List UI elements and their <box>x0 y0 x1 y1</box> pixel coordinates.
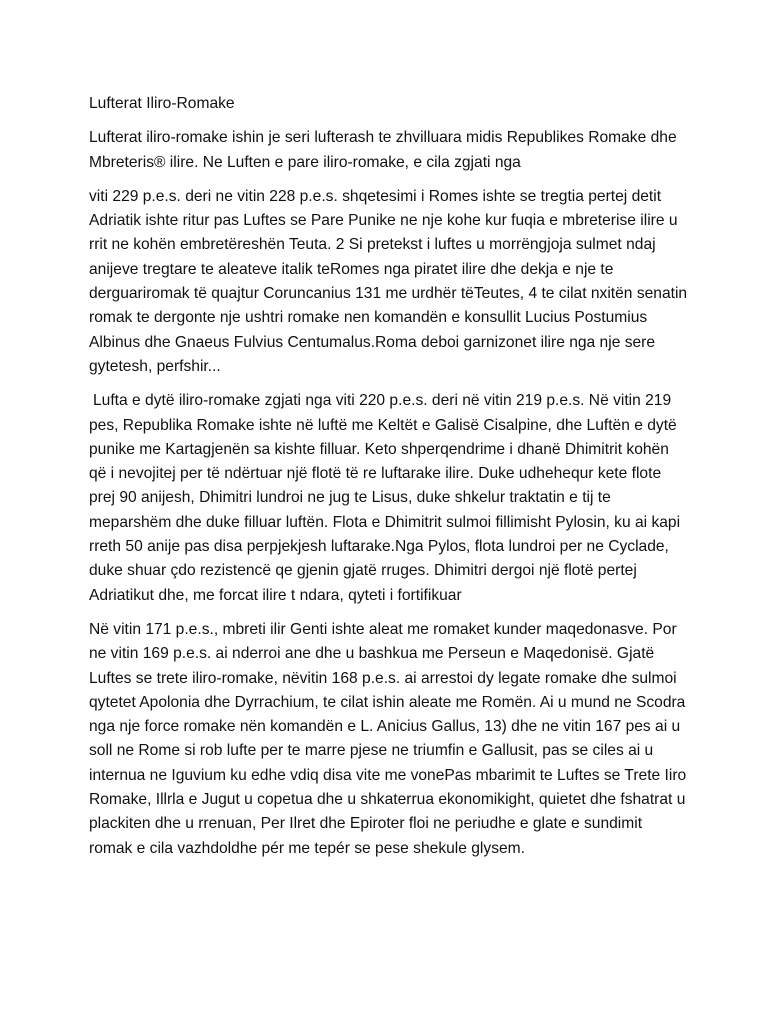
document-title: Lufterat Iliro-Romake <box>89 95 235 112</box>
paragraph-third-war: Në vitin 171 p.e.s., mbreti ilir Genti ishte aleat me romaket kunder maqedonasve. Por ne vitin 169 p.e.s. ai nderroi ane dhe u bashkua me Perseun e Maqedonisë. Gjatë Luftes se trete iliro-romake, nëvitin 168 p.e.s. ai arrestoi dy legate romake dhe sulmoi qytetet Apolonia dhe Dyrrachium, te cilat ishin aleate me Romën. Ai u mund ne Scodra nga nje force romake nën komandën e L. Anicius Gallus, 13) dhe ne vitin 167 pes ai u soll ne Rome si rob lufte per te marre pjese ne triumfin e Gallusit, pas se ciles ai u internua ne Iguvium ku edhe vdiq disa vite me vonePas mbarimit te Luftes se Trete Iiro Romake, Illrla e Jugut u copetua dhe u shkaterrua ekonomikight, quietet dhe fshatrat u plackiten dhe u rrenuan, Per Ilret dhe Epiroter floi ne periudhe e glate e sundimit romak e cila vazhdoldhe pér me tepér se pese shekule glysem. <box>89 620 687 857</box>
paragraph-second-war: Lufta e dytë iliro-romake zgjati nga viti 220 p.e.s. deri në vitin 219 p.e.s. Në vitin 219 pes, Republika Romake ishte në luftë me Keltët e Galisë Cisalpine, dhe Luftën e dytë punike me Kartagjenën sa kishte filluar. Keto shperqendrime i dhanë Dhimitrit kohën që i nevojitej per të ndërtuar një flotë të re luftarake ilire. Duke udhehequr kete flote prej 90 anijesh, Dhimitri lundroi ne jug te Lisus, duke shkelur traktatin e tij te meparshëm dhe duke filluar luftën. Flota e Dhimitrit sulmoi fillimisht Pylosin, ku ai kapi rreth 50 anije pas disa perpjekjesh luftarake.Nga Pylos, flota lundroi per ne Cyclade, duke shuar çdo rezistencë qe gjenin gjatë rruges. Dhimitri dergoi një flotë pertej Adriatikut dhe, me forcat ilire t ndara, qyteti i fortifikuar <box>89 392 681 604</box>
paragraph-intro: Lufterat iliro-romake ishin je seri lufterash te zhvilluara midis Republikes Romake dhe Mbreteris® ilire. Ne Luften e pare iliro-romake, e cila zgjati nga <box>89 129 677 171</box>
document-page <box>89 92 689 871</box>
paragraph-first-war: viti 229 p.e.s. deri ne vitin 228 p.e.s. shqetesimi i Romes ishte se tregtia pertej detit Adriatik ishte ritur pas Luftes se Pare Punike ne nje kohe kur fuqia e mbreterise ilire u rrit ne kohën embretëreshën Teuta. 2 Si pretekst i luftes u morrëngjoja sulmet ndaj anijeve tregtare te aleateve italik teRomes nga piratet ilire dhe dekja e nje te derguariromak të quajtur Coruncanius 131 me urdhër tëTeutes, 4 te cilat nxitën senatin romak te dergonte nje ushtri romake nen komandën e konsullit Lucius Postumius Albinus dhe Gnaeus Fulvius Centumalus.Roma deboi garnizonet ilire nga nje sere gytetesh, perfshir... <box>89 187 688 375</box>
